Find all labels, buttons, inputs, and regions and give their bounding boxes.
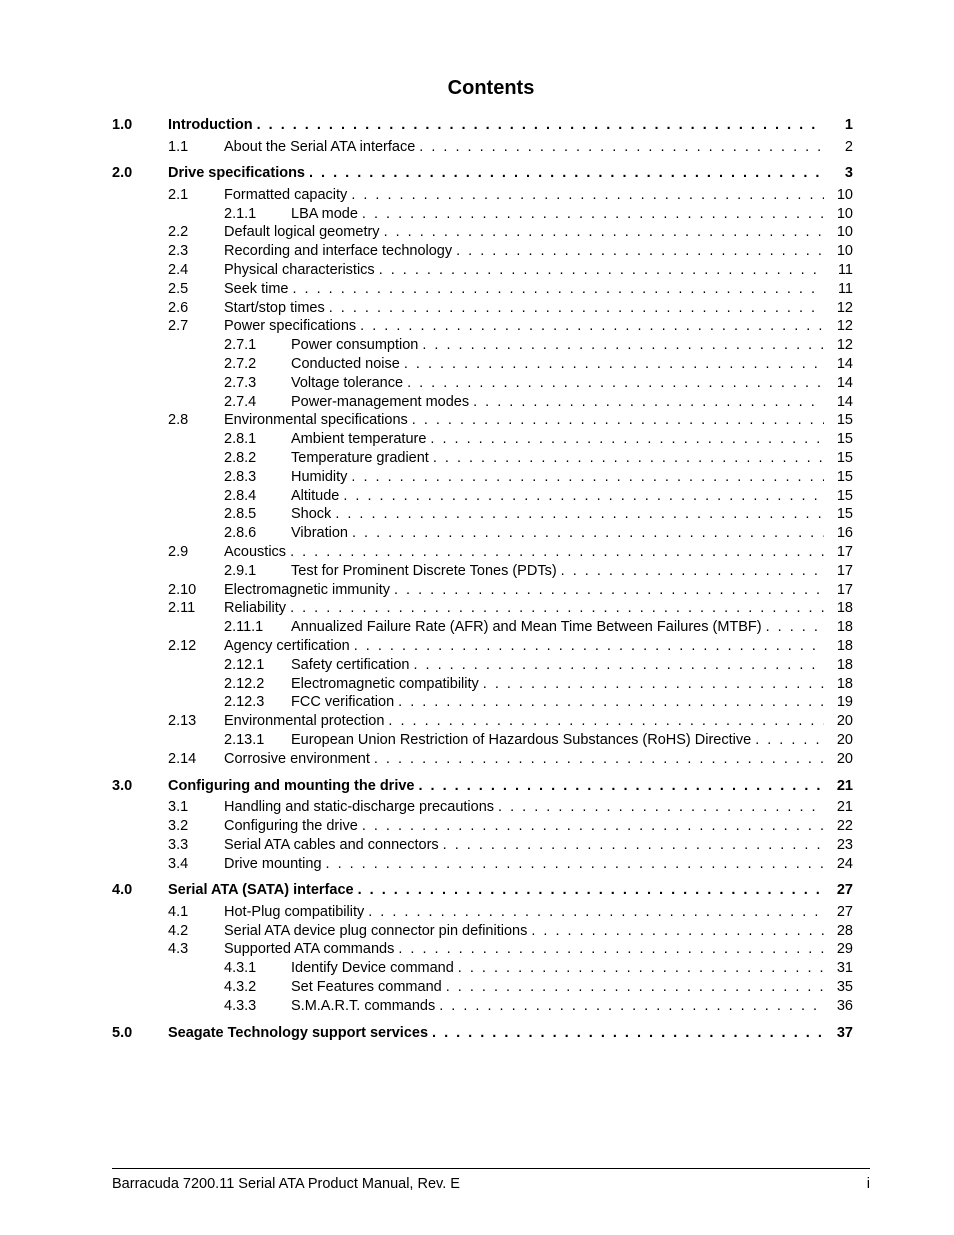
dot-leader — [329, 299, 824, 317]
toc-entry-page: 12 — [836, 337, 853, 354]
dot-leader — [561, 562, 824, 580]
toc-entry[interactable] — [0, 449, 954, 467]
dot-leader — [358, 881, 824, 899]
toc-entry[interactable] — [0, 750, 954, 768]
toc-entry[interactable] — [0, 336, 954, 354]
toc-entry-page: 14 — [836, 393, 853, 410]
toc-entry-title: Drive mounting — [224, 855, 322, 872]
toc-entry[interactable] — [0, 468, 954, 486]
toc-entry-title: Safety certification — [291, 656, 410, 673]
toc-entry-page: 12 — [836, 318, 853, 335]
toc-entry-title: Annualized Failure Rate (AFR) and Mean Time Between Failures (MTBF) — [291, 619, 762, 636]
toc-entry-title: Configuring and mounting the drive — [168, 777, 415, 794]
toc-entry[interactable] — [0, 922, 954, 940]
toc-entry-title: European Union Restriction of Hazardous Substances (RoHS) Directive — [291, 732, 752, 748]
toc-entry-number: 4.2 — [168, 922, 189, 939]
toc-entry[interactable] — [0, 618, 954, 636]
toc-entry[interactable] — [0, 299, 954, 317]
toc-entry-title: Electromagnetic immunity — [224, 581, 390, 598]
toc-entry-page: 19 — [836, 694, 853, 711]
toc-entry[interactable] — [0, 656, 954, 674]
toc-entry-title: Serial ATA cables and connectors — [224, 836, 439, 853]
toc-entry-title: FCC verification — [291, 694, 395, 711]
dot-leader — [351, 186, 824, 204]
toc-entry[interactable] — [0, 430, 954, 448]
dot-leader — [398, 693, 824, 711]
toc-entry-title: Voltage tolerance — [291, 374, 404, 391]
toc-entry-page: 23 — [836, 836, 853, 853]
dot-leader — [290, 543, 824, 561]
toc-entry-number: 5.0 — [112, 1024, 133, 1041]
toc-entry[interactable] — [0, 675, 954, 693]
toc-entry-number: 2.12.1 — [224, 656, 265, 673]
toc-entry-title: About the Serial ATA interface — [224, 138, 416, 155]
toc-entry-page: 20 — [836, 750, 853, 767]
toc-entry[interactable] — [0, 940, 954, 958]
toc-entry[interactable] — [0, 205, 954, 223]
toc-entry-page: 15 — [836, 450, 853, 466]
toc-entry-title: Hot-Plug compatibility — [224, 903, 365, 920]
toc-entry-page: 12 — [836, 299, 853, 316]
toc-entry-page: 16 — [836, 525, 853, 542]
toc-entry-title: Environmental protection — [224, 713, 385, 730]
toc-entry-number: 3.0 — [112, 777, 133, 794]
toc-entry-page: 15 — [836, 431, 853, 448]
toc-entry-number: 2.14 — [168, 750, 197, 767]
toc-entry-page: 17 — [836, 581, 853, 598]
toc-entry[interactable] — [0, 242, 954, 260]
toc-entry-number: 2.8 — [168, 412, 189, 429]
toc-entry-title: Test for Prominent Discrete Tones (PDTs) — [291, 562, 557, 579]
toc-entry-number: 2.11 — [168, 600, 196, 617]
toc-entry-number: 2.5 — [168, 280, 189, 297]
footer-page-number: i — [866, 1176, 870, 1192]
toc-entry-page: 36 — [836, 997, 853, 1014]
toc-entry-number: 2.9.1 — [224, 562, 257, 579]
dot-leader — [432, 1024, 824, 1042]
toc-entry-number: 2.7.1 — [224, 337, 257, 354]
toc-entry-number: 2.8.6 — [224, 525, 257, 542]
dot-leader — [422, 336, 824, 354]
toc-entry-title: Humidity — [291, 468, 348, 485]
toc-entry-number: 2.1.1 — [224, 205, 257, 222]
dot-leader — [404, 355, 824, 373]
toc-entry-page: 15 — [836, 468, 853, 485]
dot-leader — [413, 656, 824, 674]
toc-entry-number: 2.12.2 — [224, 675, 265, 692]
toc-entry[interactable] — [0, 836, 954, 854]
toc-entry-number: 1.1 — [168, 138, 189, 155]
toc-entry-number: 2.7 — [168, 318, 189, 335]
toc-entry[interactable] — [0, 693, 954, 711]
toc-entry[interactable] — [0, 317, 954, 335]
toc-entry-title: Agency certification — [224, 638, 350, 654]
toc-entry-number: 2.4 — [168, 262, 189, 278]
toc-entry-page: 18 — [836, 638, 853, 654]
dot-leader — [418, 777, 824, 795]
page-title: Contents — [447, 77, 535, 99]
dot-leader — [398, 940, 824, 958]
toc-entry[interactable] — [0, 562, 954, 580]
toc-entry-number: 2.7.2 — [224, 356, 257, 372]
toc-entry-page: 27 — [836, 903, 853, 920]
dot-leader — [443, 836, 824, 854]
toc-entry[interactable] — [0, 355, 954, 373]
toc-entry-page: 10 — [836, 243, 853, 260]
toc-entry[interactable] — [0, 280, 954, 298]
toc-entry-title: Formatted capacity — [224, 186, 348, 203]
toc-entry-number: 4.3.1 — [224, 960, 257, 977]
toc-entry-page: 18 — [836, 619, 853, 636]
toc-entry-number: 2.10 — [168, 581, 197, 598]
toc-entry-page: 20 — [836, 732, 853, 748]
dot-leader — [407, 374, 824, 392]
toc-entry-title: Recording and interface technology — [224, 243, 453, 260]
toc-entry-page: 10 — [836, 205, 853, 222]
toc-entry-page: 18 — [836, 675, 853, 692]
dot-leader — [335, 505, 824, 523]
toc-entry-number: 2.6 — [168, 299, 189, 316]
toc-entry-number: 3.1 — [168, 799, 189, 816]
toc-entry-title: Altitude — [291, 487, 340, 504]
dot-leader — [439, 997, 824, 1015]
toc-entry-page: 22 — [836, 817, 853, 834]
dot-leader — [388, 712, 824, 730]
toc-entry-title: Serial ATA (SATA) interface — [168, 882, 354, 899]
dot-leader — [362, 817, 824, 835]
dot-leader — [309, 164, 824, 182]
toc-entry-title: Electromagnetic compatibility — [291, 675, 479, 692]
toc-entry-number: 3.3 — [168, 836, 189, 853]
dot-leader — [379, 261, 824, 279]
toc-entry-page: 2 — [844, 138, 853, 155]
toc-entry-page: 18 — [836, 600, 853, 617]
toc-entry-title: Power-management modes — [291, 393, 470, 410]
toc-entry[interactable] — [0, 978, 954, 996]
toc-entry[interactable] — [0, 881, 954, 899]
toc-entry-page: 17 — [836, 562, 853, 579]
toc-entry[interactable] — [0, 223, 954, 241]
toc-entry-number: 2.7.4 — [224, 393, 257, 410]
toc-entry-number: 2.8.1 — [224, 431, 257, 448]
dot-leader — [755, 731, 824, 749]
toc-entry-title: Seek time — [224, 280, 289, 297]
toc-entry-title: Set Features command — [291, 979, 442, 995]
dot-leader — [430, 430, 824, 448]
toc-entry[interactable] — [0, 599, 954, 617]
toc-entry-number: 4.0 — [112, 882, 133, 899]
toc-entry-title: Supported ATA commands — [224, 941, 395, 958]
toc-entry-title: Temperature gradient — [291, 450, 429, 466]
toc-entry[interactable] — [0, 487, 954, 505]
toc-entry-title: Default logical geometry — [224, 224, 380, 241]
dot-leader — [352, 524, 824, 542]
toc-entry[interactable] — [0, 712, 954, 730]
toc-entry-title: Reliability — [224, 600, 287, 617]
dot-leader — [446, 978, 824, 996]
dot-leader — [412, 411, 824, 429]
dot-leader — [419, 138, 824, 156]
toc-entry-page: 17 — [836, 544, 853, 560]
toc-entry-page: 15 — [836, 412, 853, 429]
toc-entry-title: S.M.A.R.T. commands — [291, 997, 436, 1014]
toc-entry-page: 29 — [836, 941, 853, 958]
toc-entry-page: 31 — [836, 960, 853, 977]
toc-entry-title: Shock — [291, 506, 332, 523]
toc-entry-title: Conducted noise — [291, 356, 400, 372]
toc-entry-number: 4.1 — [168, 903, 189, 920]
toc-entry[interactable] — [0, 817, 954, 835]
dot-leader — [290, 599, 824, 617]
toc-entry-title: Corrosive environment — [224, 750, 370, 767]
toc-entry-number: 2.13.1 — [224, 732, 265, 748]
dot-leader — [473, 393, 824, 411]
toc-entry-title: Vibration — [291, 525, 348, 542]
toc-entry-number: 2.12.3 — [224, 694, 265, 711]
toc-entry-page: 21 — [836, 799, 853, 816]
dot-leader — [458, 959, 824, 977]
toc-entry-page: 1 — [844, 117, 853, 133]
dot-leader — [384, 223, 824, 241]
dot-leader — [531, 922, 824, 940]
toc-entry-page: 24 — [836, 855, 853, 872]
toc-entry[interactable] — [0, 543, 954, 561]
dot-leader — [456, 242, 824, 260]
toc-entry-number: 2.9 — [168, 544, 189, 560]
toc-entry-number: 2.7.3 — [224, 374, 257, 391]
toc-entry-title: Power consumption — [291, 337, 419, 354]
toc-entry[interactable] — [0, 959, 954, 977]
toc-entry[interactable] — [0, 581, 954, 599]
toc-entry-number: 2.8.4 — [224, 487, 257, 504]
toc-entry-title: Handling and static-discharge precautions — [224, 799, 495, 816]
toc-entry-page: 35 — [836, 979, 853, 995]
toc-entry[interactable] — [0, 777, 954, 795]
toc-entry-page: 10 — [836, 224, 853, 241]
toc-entry-page: 21 — [836, 777, 853, 794]
toc-entry-title: Environmental specifications — [224, 412, 408, 429]
toc-entry-title: Acoustics — [224, 544, 287, 560]
dot-leader — [292, 280, 824, 298]
toc-entry-number: 2.13 — [168, 713, 197, 730]
toc-entry-number: 4.3.2 — [224, 979, 257, 995]
toc-entry-number: 2.8.2 — [224, 450, 257, 466]
toc-entry-page: 20 — [836, 713, 853, 730]
toc-entry-title: Physical characteristics — [224, 262, 375, 278]
toc-entry-number: 2.11.1 — [224, 619, 264, 636]
toc-entry-title: Power specifications — [224, 318, 357, 335]
dot-leader — [257, 116, 824, 134]
dot-leader — [351, 468, 824, 486]
toc-entry-title: LBA mode — [291, 205, 358, 222]
toc-entry-title: Drive specifications — [168, 165, 305, 182]
dot-leader — [354, 637, 824, 655]
toc-entry-number: 2.12 — [168, 638, 197, 654]
dot-leader — [498, 798, 824, 816]
toc-entry-title: Ambient temperature — [291, 431, 427, 448]
footer-divider — [112, 1168, 870, 1169]
toc-entry-page: 28 — [836, 922, 853, 939]
dot-leader — [343, 487, 824, 505]
toc-entry-title: Identify Device command — [291, 960, 454, 977]
toc-entry[interactable] — [0, 374, 954, 392]
toc-entry-title: Introduction — [168, 117, 253, 133]
toc-entry-number: 1.0 — [112, 117, 133, 133]
toc-entry-title: Serial ATA device plug connector pin definitions — [224, 922, 528, 939]
toc-entry[interactable] — [0, 524, 954, 542]
dot-leader — [394, 581, 824, 599]
toc-entry[interactable] — [0, 903, 954, 921]
toc-entry-page: 27 — [836, 882, 853, 899]
dot-leader — [368, 903, 824, 921]
toc-entry-page: 3 — [844, 165, 853, 182]
toc-entry-page: 37 — [836, 1024, 853, 1041]
dot-leader — [326, 855, 824, 873]
toc-entry[interactable] — [0, 855, 954, 873]
dot-leader — [374, 750, 824, 768]
toc-entry-page: 18 — [836, 656, 853, 673]
toc-entry-number: 4.3 — [168, 941, 189, 958]
toc-entry[interactable] — [0, 261, 954, 279]
toc-entry[interactable] — [0, 1024, 954, 1042]
toc-entry-title: Seagate Technology support services — [168, 1024, 429, 1041]
toc-entry-page: 14 — [836, 356, 853, 372]
toc-entry-number: 2.3 — [168, 243, 189, 260]
toc-entry[interactable] — [0, 186, 954, 204]
dot-leader — [766, 618, 824, 636]
toc-entry-title: Start/stop times — [224, 299, 325, 316]
toc-entry[interactable] — [0, 731, 954, 749]
toc-entry[interactable] — [0, 505, 954, 523]
dot-leader — [483, 675, 824, 693]
toc-entry-number: 2.8.3 — [224, 468, 257, 485]
toc-entry[interactable] — [0, 411, 954, 429]
toc-entry-number: 2.0 — [112, 165, 133, 182]
toc-entry-number: 2.2 — [168, 224, 189, 241]
toc-entry-number: 4.3.3 — [224, 997, 257, 1014]
toc-entry[interactable] — [0, 138, 954, 156]
toc-entry[interactable] — [0, 393, 954, 411]
toc-entry[interactable] — [0, 997, 954, 1015]
toc-entry-number: 3.4 — [168, 855, 189, 872]
toc-entry-number: 3.2 — [168, 817, 189, 834]
toc-entry-number: 2.8.5 — [224, 506, 257, 523]
footer-document-title: Barracuda 7200.11 Serial ATA Product Manual, Rev. E — [112, 1176, 460, 1192]
dot-leader — [362, 205, 824, 223]
toc-entry-title: Configuring the drive — [224, 817, 358, 834]
toc-entry-page: 15 — [836, 506, 853, 523]
toc-entry-page: 15 — [836, 487, 853, 504]
toc-entry-page: 11 — [837, 280, 853, 297]
toc-entry-page: 10 — [836, 186, 853, 203]
dot-leader — [433, 449, 824, 467]
toc-entry[interactable] — [0, 164, 954, 182]
toc-entry[interactable] — [0, 798, 954, 816]
dot-leader — [360, 317, 824, 335]
toc-entry-page: 14 — [836, 374, 853, 391]
toc-entry[interactable] — [0, 637, 954, 655]
toc-entry[interactable] — [0, 116, 954, 134]
toc-entry-page: 11 — [837, 262, 853, 278]
toc-entry-number: 2.1 — [168, 186, 189, 203]
